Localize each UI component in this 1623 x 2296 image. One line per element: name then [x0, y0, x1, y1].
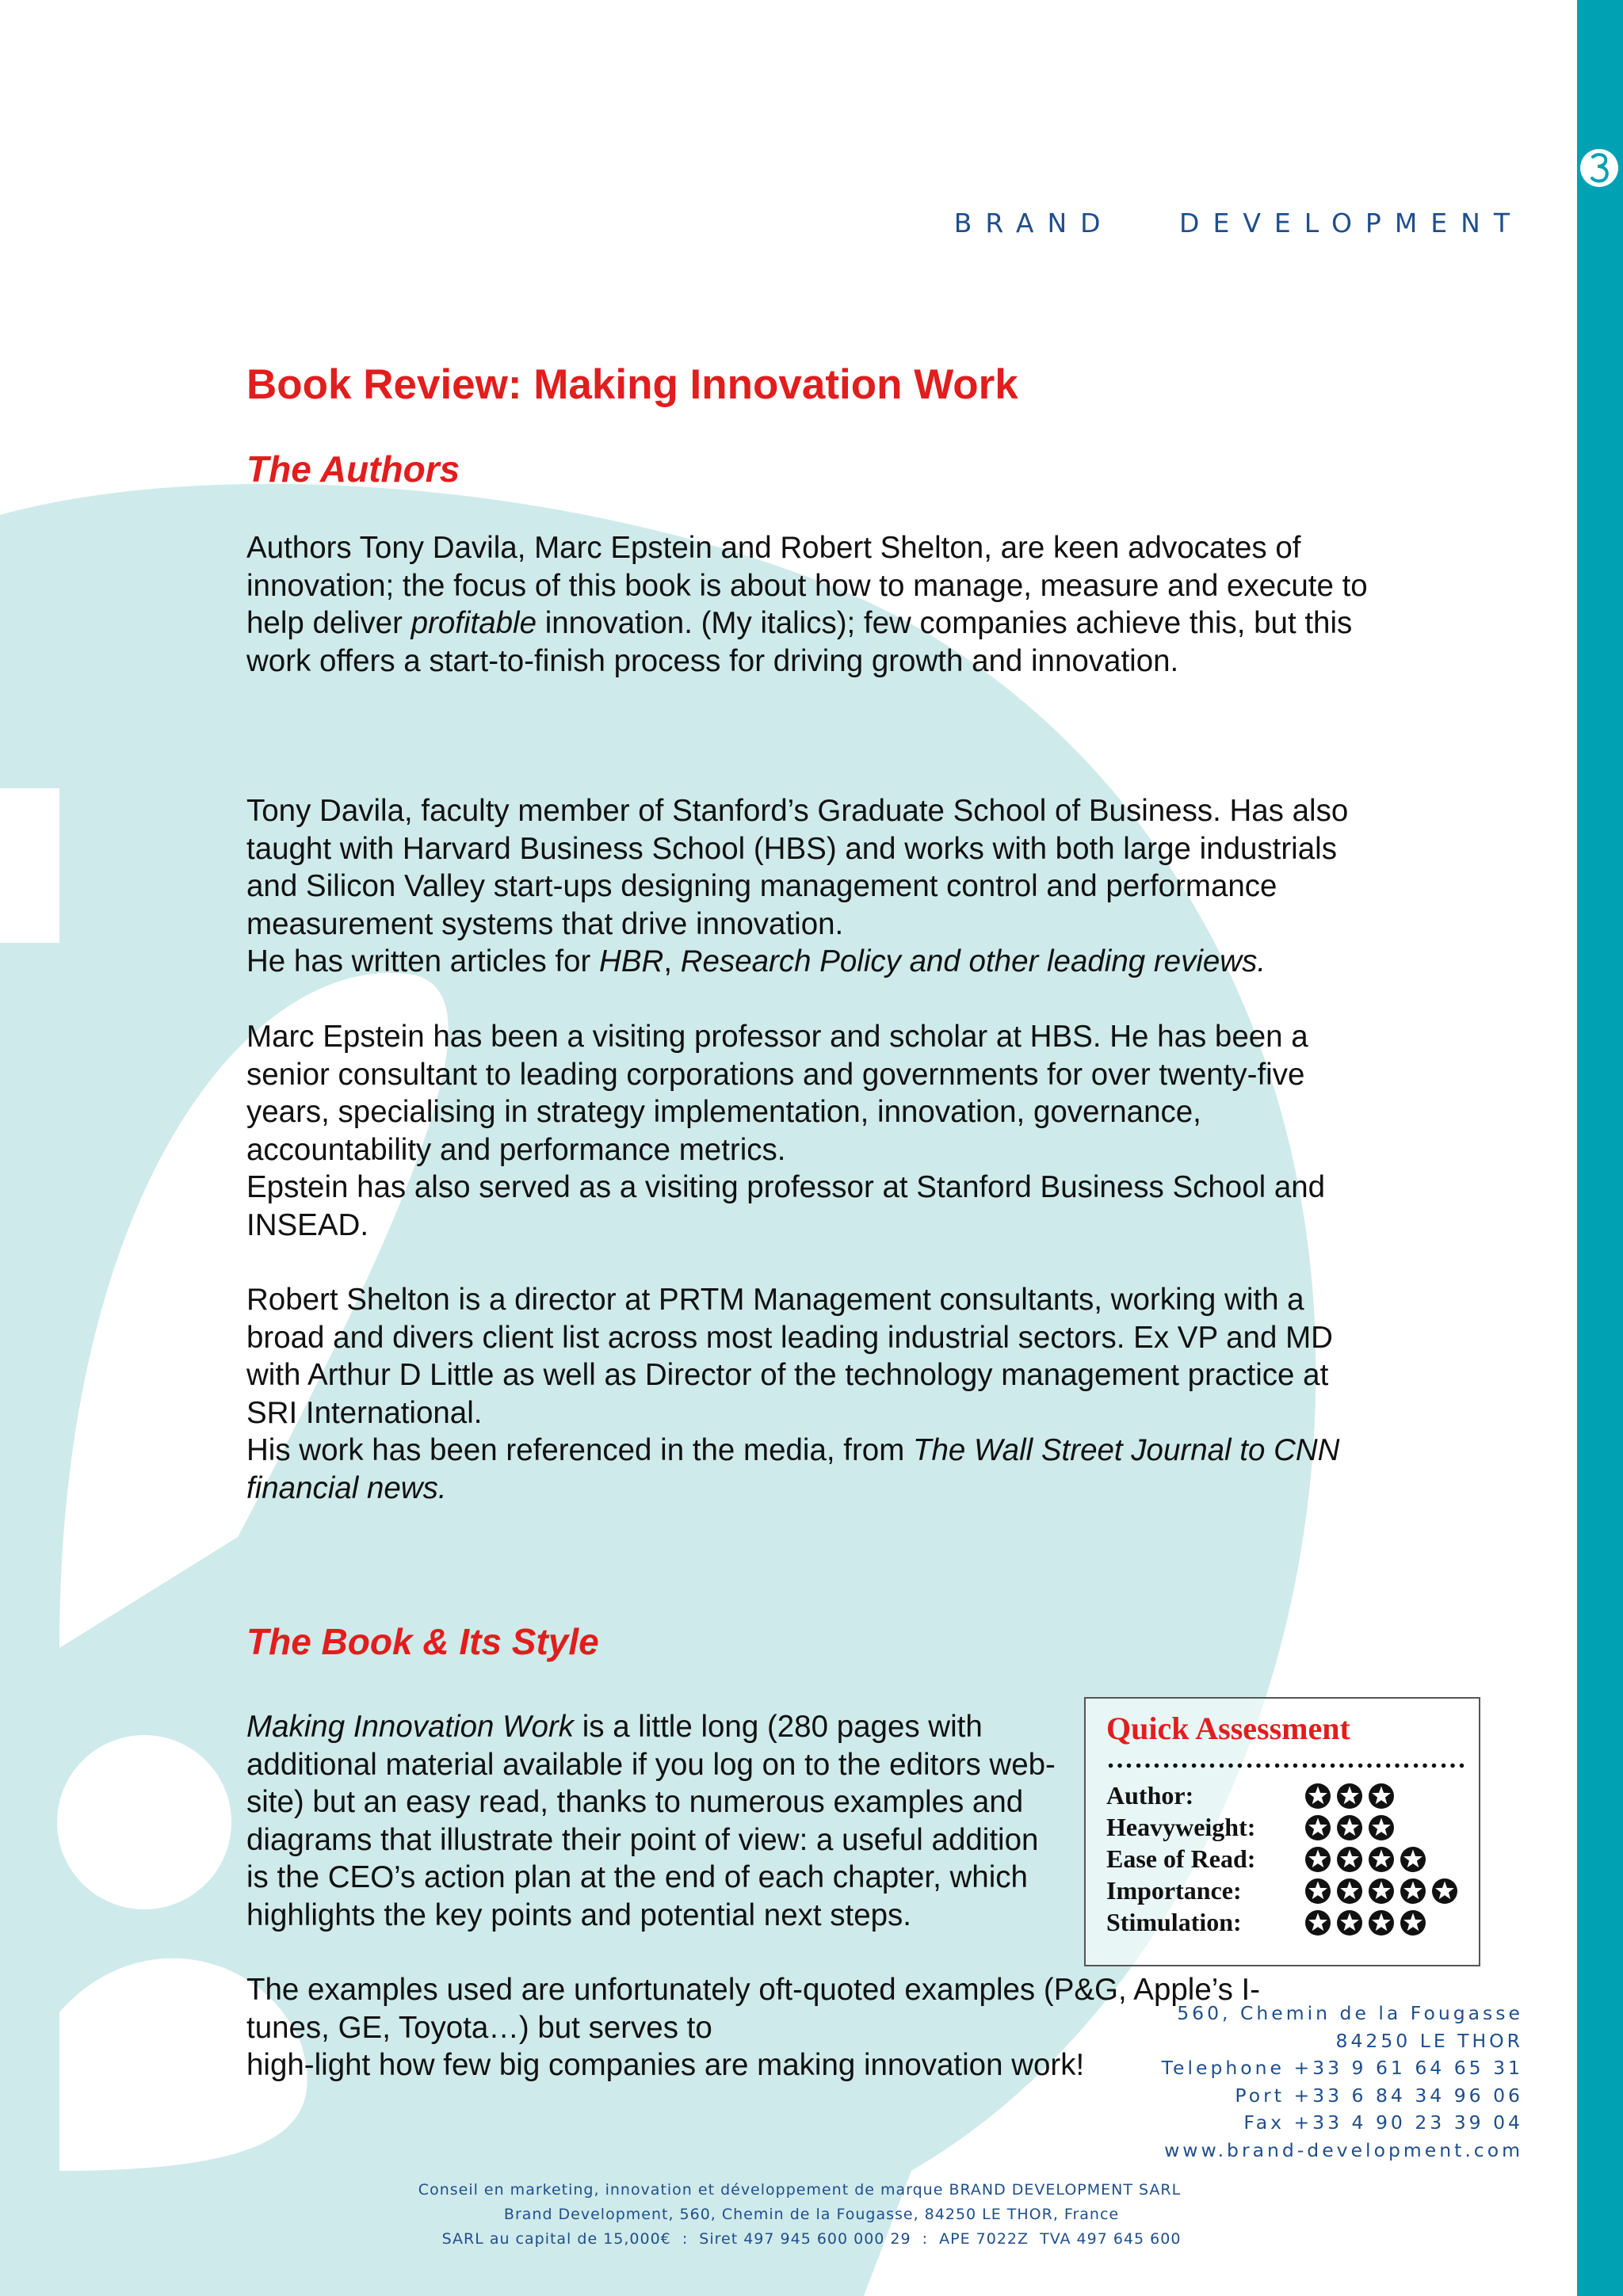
- book-examples-paragraph: [246, 1971, 1308, 2084]
- quick-assessment-title: Quick Assessment: [1106, 1711, 1350, 1746]
- assessment-label: Stimulation:: [1106, 1908, 1242, 1936]
- epstein-bio: Marc Epstein has been a visiting professor and scholar at HBS. He has been a senior consultant to leading corporations and governments for over twenty-five years, specialising in strategy implementation, innovation, governance, accountability and performance metrics.: [246, 1020, 1308, 1167]
- shelton-paragraph: [246, 1281, 1388, 1507]
- star-circle-icon: [1432, 1878, 1457, 1904]
- davila-articles-text: He has written articles for: [246, 944, 600, 978]
- contact-port: Port +33 6 84 34 96 06: [1235, 2084, 1523, 2107]
- star-circle-icon: [1369, 1878, 1394, 1904]
- brand-b-logo-icon: [1579, 143, 1620, 193]
- star-circle-icon: [1337, 1783, 1362, 1809]
- contact-telephone: Telephone +33 9 61 64 65 31: [1161, 2057, 1523, 2079]
- section-heading-book-style: The Book & Its Style: [246, 1621, 599, 1662]
- star-circle-icon: [1337, 1847, 1362, 1872]
- book-paragraph: [246, 1708, 1063, 1934]
- davila-bio: Tony Davila, faculty member of Stanford’s Graduate School of Business. Has also taught with Harvard Business School (HBS) and works with both large industrials and Silicon Valley start-ups designing management control and performance measurement systems that drive innovation.: [246, 794, 1349, 941]
- book-title-italic: Making Innovation Work: [246, 1710, 574, 1744]
- assessment-row-importance: [1106, 1876, 1471, 1908]
- assessment-stars: [1304, 1783, 1400, 1811]
- star-circle-icon: [1305, 1815, 1331, 1840]
- assessment-row-ease-of-read: [1106, 1844, 1471, 1876]
- footer-line-company: Conseil en marketing, innovation et développement de marque BRAND DEVELOPMENT SARL: [418, 2181, 1182, 2199]
- assessment-label: Ease of Read:: [1106, 1844, 1256, 1873]
- epstein-visiting-text: Epstein has also served as a visiting professor at Stanford Business School and INSEAD.: [246, 1170, 1326, 1242]
- authors-intro-text-end: innovation. (My italics); few companies achieve this, but this work offers a start-to-finish process for driving growth and innovation.: [246, 606, 1353, 678]
- star-rating: [1304, 1909, 1431, 1936]
- authors-intro-text: Authors Tony Davila, Marc Epstein and Robert Shelton, are keen advocates of innovation; the focus of this book is about how to manage, measure and execute to help deliver: [246, 531, 1368, 640]
- assessment-label: Heavyweight:: [1106, 1813, 1256, 1841]
- book-closing-text: high-light how few big companies are making innovation work!: [246, 2048, 1085, 2082]
- davila-articles-italic-hbr: HBR: [599, 944, 664, 978]
- assessment-stars: [1304, 1814, 1400, 1843]
- star-rating: [1304, 1814, 1400, 1841]
- section-heading-authors: The Authors: [246, 448, 460, 490]
- davila-articles-sep: ,: [663, 944, 681, 978]
- star-rating: [1304, 1783, 1400, 1810]
- contact-website-link[interactable]: www.brand-development.com: [1164, 2138, 1523, 2161]
- star-circle-icon: [1369, 1783, 1394, 1809]
- assessment-row-author: [1106, 1781, 1471, 1813]
- assessment-row-stimulation: [1106, 1908, 1471, 1939]
- star-circle-icon: [1337, 1910, 1362, 1936]
- star-circle-icon: [1400, 1910, 1426, 1936]
- star-circle-icon: [1305, 1847, 1331, 1872]
- quick-assessment-box: [1084, 1697, 1480, 1966]
- star-circle-icon: [1337, 1815, 1362, 1840]
- star-rating: [1304, 1846, 1431, 1873]
- star-circle-icon: [1400, 1847, 1426, 1872]
- authors-intro-paragraph: [246, 529, 1388, 680]
- shelton-media-text: His work has been referenced in the media, from: [246, 1433, 913, 1467]
- assessment-stars: [1304, 1878, 1463, 1906]
- davila-paragraph: [246, 792, 1388, 981]
- assessment-label: Importance:: [1106, 1876, 1242, 1905]
- star-circle-icon: [1369, 1910, 1394, 1936]
- star-circle-icon: [1337, 1878, 1362, 1904]
- book-examples-text: The examples used are unfortunately oft-quoted examples (P&G, Apple’s I-tunes, GE, Toyota…) but serves to: [246, 1973, 1261, 2045]
- assessment-row-heavyweight: [1106, 1813, 1471, 1844]
- contact-city: 84250 LE THOR: [1335, 2029, 1523, 2052]
- star-circle-icon: [1369, 1847, 1394, 1872]
- star-circle-icon: [1305, 1910, 1331, 1936]
- footer-line-address: Brand Development, 560, Chemin de la Fougasse, 84250 LE THOR, France: [503, 2206, 1120, 2223]
- company-footer: [0, 2178, 1623, 2252]
- davila-articles-italic-reviews: Research Policy and other leading reviews.: [680, 944, 1266, 978]
- star-circle-icon: [1400, 1878, 1426, 1904]
- assessment-stars: [1304, 1846, 1431, 1875]
- star-circle-icon: [1305, 1783, 1331, 1809]
- star-circle-icon: [1305, 1878, 1331, 1904]
- shelton-media-italic: The Wall Street Journal to CNN financial news.: [246, 1433, 1340, 1505]
- book-description: is a little long (280 pages with additional material available if you log on to the editors web-site) but an easy read, thanks to numerous examples and diagrams that illustrate their point of view: a useful addition is the CEO’s action plan at the end of each chapter, which highlights the key points and potential next steps.: [246, 1710, 1056, 1932]
- page-title: Book Review: Making Innovation Work: [246, 361, 1018, 408]
- star-circle-icon: [1369, 1815, 1394, 1840]
- contact-fax: Fax +33 4 90 23 39 04: [1243, 2111, 1523, 2134]
- contact-street: 560, Chemin de la Fougasse: [1177, 2002, 1523, 2024]
- right-accent-bar: [1577, 0, 1623, 2296]
- assessment-label: Author:: [1106, 1781, 1194, 1810]
- contact-address-block: [1162, 2000, 1523, 2164]
- brand-header: BRAND DEVELOPMENT: [953, 208, 1523, 238]
- star-rating: [1304, 1878, 1463, 1905]
- assessment-stars: [1304, 1909, 1431, 1938]
- authors-intro-italic: profitable: [411, 606, 537, 640]
- shelton-bio: Robert Shelton is a director at PRTM Management consultants, working with a broad and divers client list across most leading industrial sectors. Ex VP and MD with Arthur D Little as well as Director of the technology management practice at SRI International.: [246, 1283, 1333, 1430]
- epstein-paragraph: [246, 1018, 1388, 1244]
- quick-assessment-divider: …………………………………: [1106, 1745, 1467, 1774]
- footer-line-registration: SARL au capital de 15,000€ : Siret 497 945 600 000 29 : APE 7022Z TVA 497 645 600: [441, 2230, 1182, 2248]
